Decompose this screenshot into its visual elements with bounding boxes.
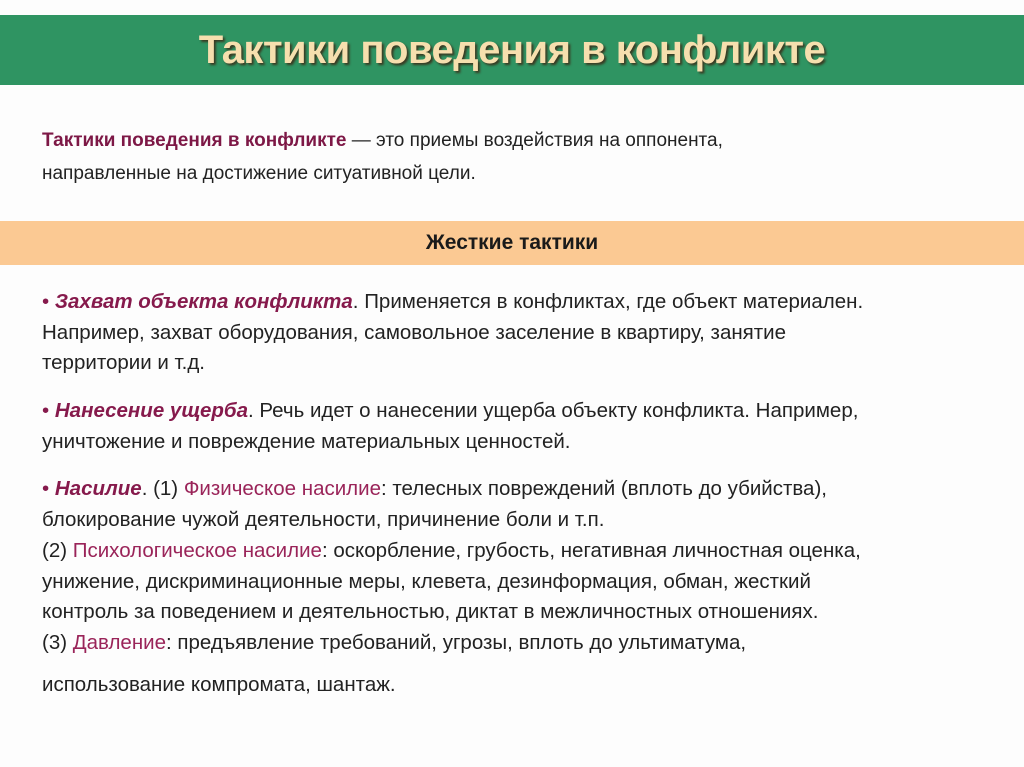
section-band: [0, 221, 1024, 265]
text-line: [42, 396, 1022, 427]
text-line: [42, 567, 1022, 598]
text-segment: . Применяется в конфликтах, где объект материален.: [352, 290, 864, 313]
text-segment: унижение, дискриминационные меры, клевета, дезинформация, обман, жесткий: [42, 569, 811, 593]
bullet-item: [42, 474, 1022, 700]
text-line: [42, 348, 1022, 379]
bullet-item: [42, 396, 1022, 457]
text-line: [42, 427, 1022, 458]
title-bar: [0, 15, 1024, 85]
text-line: [42, 318, 1022, 349]
definition-text: — это приемы воздействия на оппонента,: [346, 130, 723, 151]
bullet-marker: •: [42, 290, 55, 313]
text-line: [42, 474, 1022, 505]
subtype-name: Психологическое насилие: [72, 538, 322, 562]
text-segment: территории и т.д.: [42, 351, 205, 375]
subtype-name: Давление: [72, 630, 166, 654]
text-segment: : предъявление требований, угрозы, вплоть до ультиматума,: [166, 630, 747, 654]
section-heading: Жесткие тактики: [425, 231, 599, 254]
text-segment: Например, захват оборудования, самовольное заселение в квартиру, занятие: [42, 320, 787, 344]
subtype-name: Физическое насилие: [183, 477, 381, 501]
text-segment: использование компромата, шантаж.: [42, 672, 396, 696]
text-segment: (2): [42, 538, 73, 562]
text-line: [42, 505, 1022, 536]
text-line: [42, 597, 1022, 628]
bullet-item: [42, 287, 1022, 379]
text-line: [42, 670, 1022, 701]
definition: [42, 124, 1002, 190]
text-line: [42, 287, 1022, 318]
text-segment: блокирование чужой деятельности, причинение боли и т.п.: [42, 508, 605, 532]
definition-term: Тактики поведения в конфликте: [42, 130, 347, 151]
bullet-marker: •: [42, 477, 55, 501]
text-segment: . (1): [141, 477, 184, 501]
bullet-marker: •: [42, 399, 55, 423]
tactic-name: Насилие: [54, 477, 142, 501]
text-line: [42, 628, 1022, 659]
text-segment: . Речь идет о нанесении ущерба объекту конфликта. Например,: [248, 399, 859, 423]
definition-text-2: направленные на достижение ситуативной цели.: [42, 163, 476, 184]
text-segment: : телесных повреждений (вплоть до убийства),: [381, 477, 827, 501]
tactic-name: Нанесение ущерба: [54, 399, 248, 423]
text-segment: контроль за поведением и деятельностью, диктат в межличностных отношениях.: [42, 600, 819, 624]
text-segment: : оскорбление, грубость, негативная личностная оценка,: [321, 538, 861, 562]
bullet-list: [42, 287, 1022, 700]
slide-title: Тактики поведения в конфликте: [198, 27, 826, 72]
text-segment: (3): [42, 630, 73, 654]
text-line: [42, 536, 1022, 567]
text-segment: уничтожение и повреждение материальных ценностей.: [42, 429, 571, 453]
tactic-name: Захват объекта конфликта: [54, 290, 353, 313]
